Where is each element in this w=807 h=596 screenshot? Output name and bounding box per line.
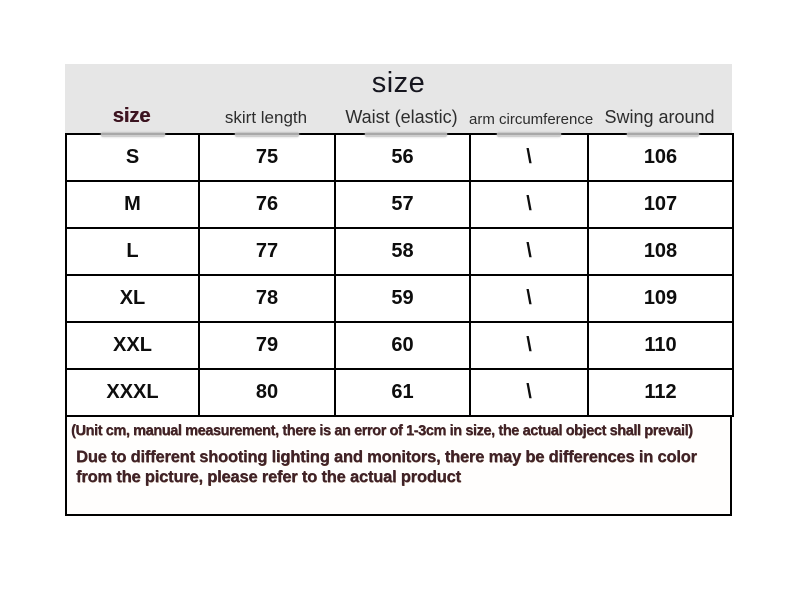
cell-waist: 61 <box>335 369 470 416</box>
cell-swing: 109 <box>588 275 733 322</box>
cell-size: M <box>66 181 199 228</box>
table-row-s <box>66 134 733 181</box>
table-row-m <box>66 181 733 228</box>
cell-arm: \ <box>470 369 588 416</box>
table-header-band <box>65 64 732 133</box>
cell-waist: 59 <box>335 275 470 322</box>
cell-size: XXXL <box>66 369 199 416</box>
header-smudge-mark <box>497 132 561 137</box>
cell-swing: 108 <box>588 228 733 275</box>
header-smudge-mark <box>365 132 447 137</box>
cell-skirt: 78 <box>199 275 335 322</box>
size-table <box>65 133 734 417</box>
cell-arm: \ <box>470 134 588 181</box>
cell-skirt: 80 <box>199 369 335 416</box>
table-header-row <box>65 102 732 133</box>
chart-title: size <box>371 67 426 99</box>
table-row-xxxl <box>66 369 733 416</box>
cell-swing: 110 <box>588 322 733 369</box>
size-chart-sheet <box>65 64 732 516</box>
header-smudge-mark <box>101 132 165 137</box>
column-header-size: size <box>112 105 151 127</box>
header-smudge-mark <box>235 132 299 137</box>
cell-arm: \ <box>470 275 588 322</box>
cell-skirt: 79 <box>199 322 335 369</box>
column-header-waist-elastic: Waist (elastic) <box>345 107 458 127</box>
cell-waist: 58 <box>335 228 470 275</box>
cell-size: L <box>66 228 199 275</box>
cell-size: XXL <box>66 322 199 369</box>
unit-note: (Unit cm, manual measurement, there is an error of 1-3cm in size, the actual object shall prevail) <box>71 423 693 439</box>
cell-waist: 57 <box>335 181 470 228</box>
table-row-xl <box>66 275 733 322</box>
cell-size: S <box>66 134 199 181</box>
column-header-skirt-length: skirt length <box>224 108 308 127</box>
header-smudge-mark <box>627 132 699 137</box>
measurement-notes-box <box>65 417 732 516</box>
cell-skirt: 76 <box>199 181 335 228</box>
table-row-xxl <box>66 322 733 369</box>
table-row-l <box>66 228 733 275</box>
cell-swing: 106 <box>588 134 733 181</box>
cell-skirt: 75 <box>199 134 335 181</box>
cell-swing: 107 <box>588 181 733 228</box>
cell-arm: \ <box>470 322 588 369</box>
cell-waist: 56 <box>335 134 470 181</box>
cell-arm: \ <box>470 228 588 275</box>
cell-waist: 60 <box>335 322 470 369</box>
cell-size: XL <box>66 275 199 322</box>
cell-arm: \ <box>470 181 588 228</box>
cell-skirt: 77 <box>199 228 335 275</box>
column-header-swing-around: Swing around <box>604 107 715 127</box>
color-difference-note: Due to different shooting lighting and monitors, there may be differences in color from the picture, please refer to the actual product <box>76 448 697 487</box>
column-header-arm-circumference: arm circumference <box>469 111 594 128</box>
cell-swing: 112 <box>588 369 733 416</box>
